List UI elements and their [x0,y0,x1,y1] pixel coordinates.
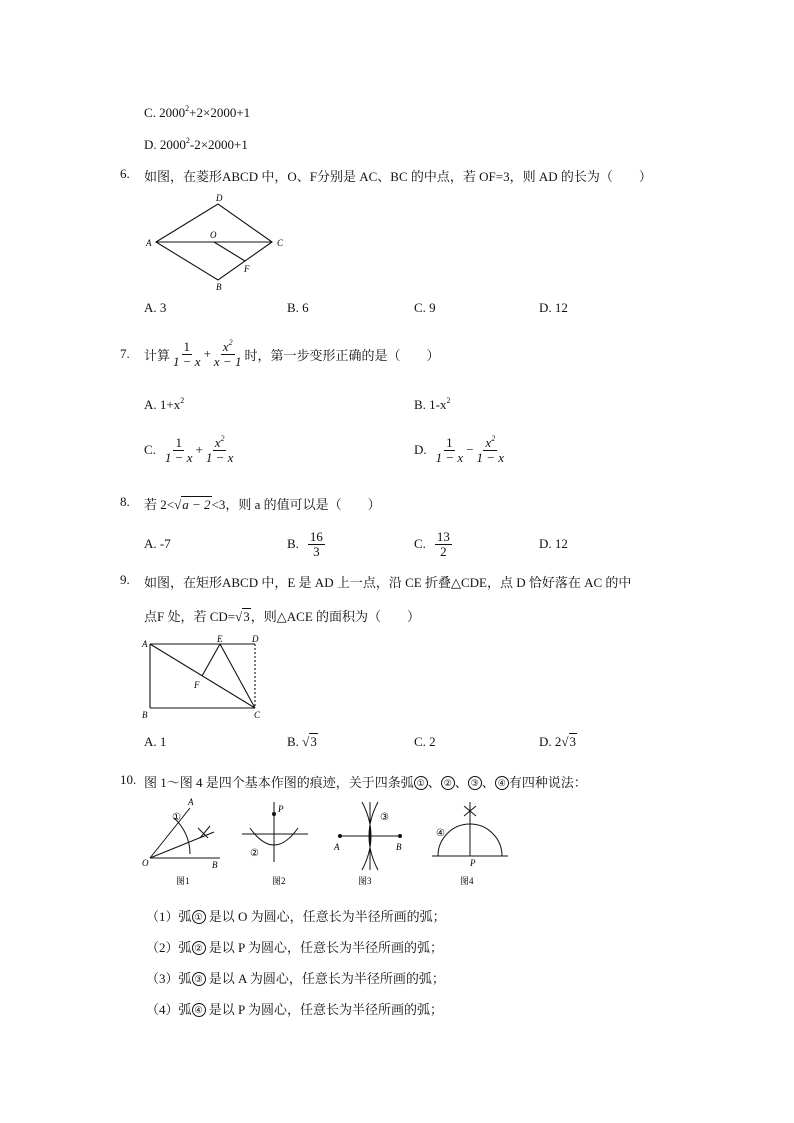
q7-option-b: B. $1-x^2$ [414,396,451,412]
q10-fig4-label-p: P [470,858,476,868]
q9-rectangle-figure [140,634,270,722]
q10-statement-1: （1）弧 ① 是以 O 为圆心，任意长为半径所画的弧； [146,909,446,924]
q9-label-c: C [254,710,261,720]
q6-number: 6. [120,166,130,181]
q10-figure-2 [236,796,316,890]
q5-option-c: C. $2000^2+2\times 2000+1$ [144,104,251,120]
q6-option-b: B. 6 [287,300,309,315]
q7-option-d: D. $\frac{1}{1 - x}$ − $\frac{x^2}{1 - x}$ [414,434,505,465]
q10-fig2-mark: ② [250,848,259,859]
q10-fig3-mark: ③ [380,812,389,823]
q10-stem: 图 1～图 4 是四个基本作图的痕迹，关于四条弧 ① 、 ② 、 ③ 、 ④ 有四种说法： [144,775,587,790]
q9-stem-line-1: 如图，在矩形ABCD 中，E 是 AD 上一点，沿 CE 折叠△CDE，点 D 恰好落在 AC 的中 [144,575,632,590]
q6-stem: 如图，在菱形ABCD 中，O、F分别是 AC、BC 的中点，若 OF=3，则 AD 的长为（ ） [144,169,652,184]
q7-number: 7. [120,346,130,361]
q10-fig3-label-a: A [334,842,340,852]
q9-option-a: A. 1 [144,734,167,749]
q9-stem-line-2: 点F 处，若 CD=√3，则△ACE 的面积为（ ） [144,609,421,624]
q9-label-d: D [252,634,259,644]
q10-fig3-caption: 图3 [358,876,372,886]
q6-option-d: D. 12 [539,300,568,315]
q6-label-c: C [277,238,284,248]
q9-label-f: F [194,680,200,690]
q10-fig1-label-o: O [142,858,149,868]
q10-fig2-caption: 图2 [272,876,286,886]
q9-number: 9. [120,572,130,587]
q10-fig3-label-b: B [396,842,402,852]
q6-option-c: C. 9 [414,300,436,315]
q8-option-b: B. $\frac{16}{3}$ [287,528,323,559]
q6-label-f: F [244,264,250,274]
q8-radical: √a − 2 [174,497,211,512]
q7-option-a: A. $1+x^2$ [144,396,185,412]
q7-fraction-1: $\frac{1}{1 - x}$ [173,338,201,369]
q10-fig4-caption: 图4 [460,876,474,886]
q10-figure-4 [428,796,514,890]
q7-fraction-2: $\frac{x^2}{x - 1}$ [213,338,242,369]
q10-statement-2: （2）弧 ② 是以 P 为圆心，任意长为半径所画的弧； [146,940,444,955]
q9-label-b: B [142,710,148,720]
q6-label-o: O [210,230,217,240]
q9-option-d: D. 2√3 [539,734,577,749]
q8-option-a: A. -7 [144,536,171,551]
q10-number: 10. [120,772,137,787]
q10-fig1-caption: 图1 [176,876,190,886]
q8-stem: 若 2<√a − 2<3，则 a 的值可以是（ ） [144,497,381,512]
q6-option-a: A. 3 [144,300,167,315]
q10-figure-1 [142,796,228,890]
q10-fig4-mark: ④ [436,828,445,839]
q10-fig2-point-p [272,812,276,816]
q9-label-a: A [142,639,148,649]
q10-figure-3 [330,796,410,890]
q6-label-b: B [216,282,222,292]
q9-option-b: B. √3 [287,734,317,749]
q10-statement-4: （4）弧 ④ 是以 P 为圆心，任意长为半径所画的弧； [146,1002,444,1017]
q5-option-d: D. $2000^2-2\times 2000+1$ [144,136,248,152]
q10-fig1-label-a: A [188,797,194,807]
q8-option-c: C. $\frac{13}{2}$ [414,528,450,559]
q10-statement-3: （3）弧 ③ 是以 A 为圆心，任意长为半径所画的弧； [146,971,445,986]
q7-stem: 计算 $\frac{1}{1 - x}$ + $\frac{x^2}{x - 1}$ 时，第一步变形正确的是（ ） [144,338,440,369]
q7-option-c: C. $\frac{1}{1 - x}$ + $\frac{x^2}{1 - x}$ [144,434,234,465]
q10-fig1-mark: ① [172,812,181,823]
q10-fig2-label-p: P [278,804,284,814]
q9-option-c: C. 2 [414,734,436,749]
q10-fig1-label-b: B [212,860,218,870]
q8-option-d: D. 12 [539,536,568,551]
q6-rhombus-figure [140,192,300,292]
q8-number: 8. [120,494,130,509]
q9-label-e: E [217,634,223,644]
q6-label-a: A [146,238,152,248]
q6-label-d: D [216,193,223,203]
